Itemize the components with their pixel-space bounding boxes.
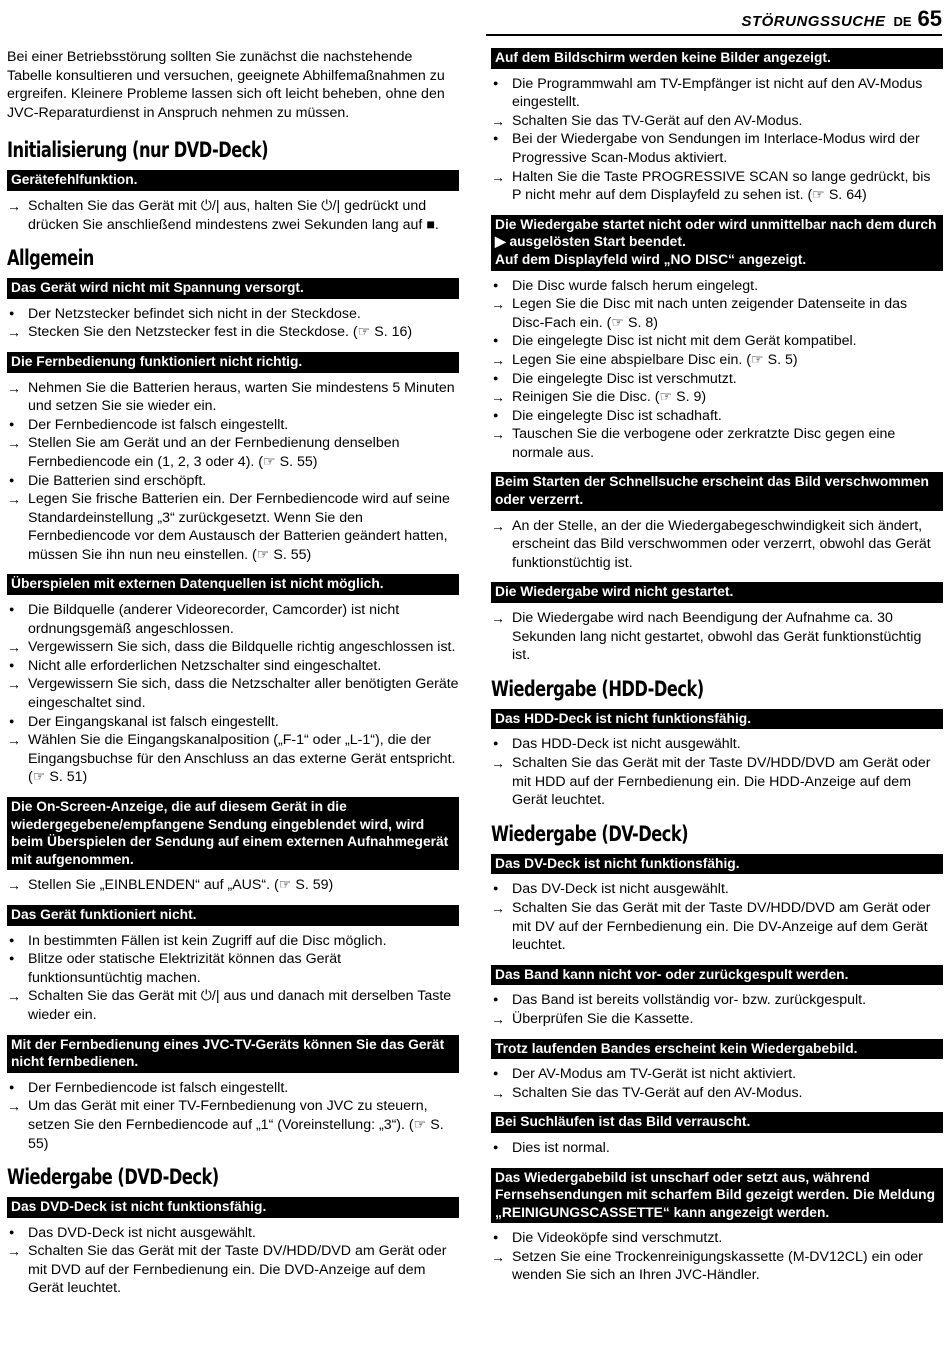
item-text: Schalten Sie das Gerät mit der Taste DV/HDD/DVD am Gerät oder mit HDD auf der Fernbedienung ein. Die HDD-Anzeige auf dem Gerät leuchtet.: [512, 755, 931, 809]
bullet-icon: [491, 1139, 509, 1159]
problem-title-bar: [491, 472, 943, 510]
arrow-right-icon: [7, 323, 25, 343]
problem-title-line: Auf dem Bildschirm werden keine Bilder angezeigt.: [495, 50, 831, 65]
remedy-item: [491, 168, 943, 205]
problem-item-list: [491, 277, 943, 463]
item-text: Schalten Sie das Gerät mit der Taste DV/HDD/DVD am Gerät oder mit DV auf der Fernbedienung ein. Die DV-Anzeige auf dem Gerät leuchtet.: [512, 899, 931, 954]
section-heading: Wiedergabe (HDD-Deck): [491, 676, 704, 701]
item-text: Legen Sie die Disc mit nach unten zeigender Datenseite in das Disc-Fach ein. (☞ S. 8): [512, 296, 908, 331]
arrow-right-icon: [7, 731, 25, 751]
problem-title-bar: [491, 1112, 943, 1133]
problem-title-bar: [491, 48, 943, 69]
bullet-icon: [7, 305, 25, 325]
problem-item-list: [491, 1229, 943, 1285]
remedy-item: [7, 323, 459, 342]
arrow-right-icon: [7, 675, 25, 695]
item-text: Das DVD-Deck ist nicht ausgewählt.: [28, 1224, 256, 1241]
problem-item-list: [491, 517, 943, 573]
bullet-icon: [7, 416, 25, 436]
cause-item: [7, 950, 459, 987]
remedy-item: [491, 351, 943, 370]
remedy-item: [491, 1248, 943, 1285]
item-text: Die eingelegte Disc ist schadhaft.: [512, 407, 722, 424]
problem-item-list: [491, 1139, 943, 1158]
problem-title-bar: [7, 1197, 459, 1218]
bullet-icon: [7, 932, 25, 952]
arrow-right-icon: [491, 1248, 509, 1268]
cause-item: [7, 416, 459, 435]
problem-title-line: Das Gerät wird nicht mit Spannung versorgt.: [11, 280, 304, 296]
remedy-item: [7, 197, 459, 234]
item-text: Um das Gerät mit einer TV-Fernbedienung von JVC zu steuern, setzen Sie den Fernbediencode auf „1“ (Voreinstellung: „3“). (☞ S. 55): [28, 1098, 444, 1152]
bullet-icon: [7, 950, 25, 970]
problem-title-line: Gerätefehlfunktion.: [11, 172, 138, 188]
arrow-right-icon: [7, 197, 25, 217]
header-rule: [486, 34, 942, 36]
problem-title-line: Die On-Screen-Anzeige, die auf diesem Gerät in die wiedergegebene/empfangene Sendung eingeblendet wird, wird beim Überspielen der Sendung auf einem externen Aufnahmegerät mit aufgenommen.: [11, 799, 449, 867]
problem-title-line: Mit der Fernbedienung eines JVC-TV-Geräts können Sie das Gerät nicht fernbedienen.: [11, 1036, 445, 1070]
arrow-right-icon: [491, 517, 509, 537]
item-text: Schalten Sie das TV-Gerät auf den AV-Modus.: [512, 1084, 803, 1101]
cause-item: [491, 1229, 943, 1248]
remedy-item: [491, 517, 943, 573]
item-text: Vergewissern Sie sich, dass die Bildquelle richtig angeschlossen ist.: [28, 639, 456, 656]
item-text: Halten Sie die Taste PROGRESSIVE SCAN so lange gedrückt, bis P nicht mehr auf dem Displayfeld zu sehen ist. (☞ S. 64): [512, 168, 931, 204]
problem-item-list: [491, 991, 943, 1028]
item-text: Legen Sie frische Batterien ein. Der Fernbediencode wird auf seine Standardeinstellung „3“ zurückgesetzt. Wenn Sie den Fernbediencode vor dem Austausch der Batterien geändert hatten, müssen Sie ihn nun neu einstellen. (☞ S. 55): [28, 491, 450, 563]
item-text: Die Batterien sind erschöpft.: [28, 472, 207, 489]
section-heading: Wiedergabe (DV-Deck): [491, 821, 689, 846]
problem-item-list: [7, 876, 459, 895]
arrow-right-icon: [7, 876, 25, 896]
item-text: Stecken Sie den Netzstecker fest in die Steckdose. (☞ S. 16): [28, 324, 413, 341]
problem-title-line: Das Band kann nicht vor- oder zurückgespult werden.: [495, 966, 849, 982]
item-text: Das HDD-Deck ist nicht ausgewählt.: [512, 736, 741, 753]
cause-item: [491, 735, 943, 754]
bullet-icon: [491, 130, 509, 150]
cause-item: [7, 601, 459, 638]
problem-item-list: [7, 1224, 459, 1298]
problem-title-line: Die Fernbedienung funktioniert nicht richtig.: [11, 353, 303, 369]
arrow-right-icon: [7, 987, 25, 1007]
item-text: Der Fernbediencode ist falsch eingestellt.: [28, 1079, 289, 1096]
remedy-item: [7, 1242, 459, 1298]
problem-item-list: [7, 601, 459, 787]
problem-item-list: [7, 305, 459, 342]
item-text: Setzen Sie eine Trockenreinigungskassette (M-DV12CL) ein oder wenden Sie sich an Ihren JVC-Händler.: [512, 1248, 923, 1284]
bullet-icon: [491, 75, 509, 95]
cause-item: [491, 1065, 943, 1084]
bullet-icon: [491, 1229, 509, 1249]
problem-item-list: [7, 1079, 459, 1153]
problem-title-line: Auf dem Displayfeld wird „NO DISC“ angezeigt.: [495, 251, 807, 267]
arrow-right-icon: [491, 425, 509, 445]
problem-title-line: Trotz laufenden Bandes erscheint kein Wiedergabebild.: [495, 1040, 858, 1056]
problem-title-bar: [7, 574, 459, 595]
left-column: [7, 48, 459, 1308]
item-text: In bestimmten Fällen ist kein Zugriff auf die Disc möglich.: [28, 932, 387, 949]
item-text: Schalten Sie das Gerät mit der Taste DV/HDD/DVD am Gerät oder mit DVD auf der Fernbedienung ein. Die DVD-Anzeige auf dem Gerät leuchtet.: [28, 1243, 447, 1297]
problem-title-bar: [491, 215, 943, 271]
arrow-right-icon: [491, 1084, 509, 1104]
language-code: DE: [893, 14, 912, 29]
problem-item-list: [491, 880, 943, 954]
item-text: Der Eingangskanal ist falsch eingestellt.: [28, 713, 279, 730]
arrow-right-icon: [491, 388, 509, 408]
problem-item-list: [491, 1065, 943, 1102]
arrow-right-icon: [491, 1010, 509, 1030]
remedy-item: [7, 490, 459, 564]
bullet-icon: [491, 370, 509, 390]
cause-item: [7, 1224, 459, 1243]
problem-title-bar: [491, 1168, 943, 1224]
item-text: Überprüfen Sie die Kassette.: [512, 1010, 694, 1027]
cause-item: [491, 991, 943, 1010]
arrow-right-icon: [491, 754, 509, 774]
bullet-icon: [491, 991, 509, 1011]
problem-title-line: Beim Starten der Schnellsuche erscheint das Bild verschwommen oder verzerrt.: [495, 474, 929, 508]
problem-title-line: Das Wiedergabebild ist unscharf oder setzt aus, während Fernsehsendungen mit scharfem Bild gezeigt werden. Die Meldung „REINIGUNGSCASSETTE“ kann angezeigt werden.: [495, 1169, 936, 1220]
section-heading: Wiedergabe (DVD-Deck): [7, 1165, 219, 1190]
problem-item-list: [7, 932, 459, 1025]
bullet-icon: [491, 277, 509, 297]
arrow-right-icon: [7, 379, 25, 399]
bullet-icon: [491, 1065, 509, 1085]
item-text: Das DV-Deck ist nicht ausgewählt.: [512, 881, 729, 898]
remedy-item: [491, 295, 943, 332]
item-text: Bei der Wiedergabe von Sendungen im Interlace-Modus wird der Progressive Scan-Modus aktiviert.: [512, 131, 920, 166]
remedy-item: [491, 754, 943, 810]
section-heading: Allgemein: [7, 246, 94, 271]
problem-item-list: [7, 197, 459, 234]
problem-title-line: Das DV-Deck ist nicht funktionsfähig.: [495, 855, 740, 871]
arrow-right-icon: [7, 1242, 25, 1262]
problem-title-bar: [491, 965, 943, 986]
remedy-item: [491, 899, 943, 955]
remedy-item: [491, 388, 943, 407]
arrow-right-icon: [7, 434, 25, 454]
item-text: Die Disc wurde falsch herum eingelegt.: [512, 277, 759, 294]
cause-item: [7, 713, 459, 732]
remedy-item: [491, 112, 943, 131]
bullet-icon: [491, 735, 509, 755]
problem-title-line: Das HDD-Deck ist nicht funktionsfähig.: [495, 710, 752, 726]
arrow-right-icon: [7, 638, 25, 658]
problem-item-list: [7, 379, 459, 565]
item-text: Wählen Sie die Eingangskanalposition („F-1“ oder „L-1“), die der Eingangsbuchse für den Anschluss an das externe Gerät entspricht. (☞ S. 51): [28, 732, 456, 786]
problem-title-bar: [7, 905, 459, 926]
bullet-icon: [491, 407, 509, 427]
cause-item: [7, 1079, 459, 1098]
cause-item: [491, 277, 943, 296]
cause-item: [491, 130, 943, 167]
item-text: Schalten Sie das Gerät mit ⏻/| aus und danach mit derselben Taste wieder ein.: [28, 988, 452, 1023]
problem-title-line: Die Wiedergabe wird nicht gestartet.: [495, 584, 734, 600]
item-text: Tauschen Sie die verbogene oder zerkratzte Disc gegen eine normale aus.: [512, 426, 896, 461]
cause-item: [7, 472, 459, 491]
arrow-right-icon: [7, 1097, 25, 1117]
problem-item-list: [491, 75, 943, 205]
item-text: Der Netzstecker befindet sich nicht in der Steckdose.: [28, 305, 361, 322]
item-text: Reinigen Sie die Disc. (☞ S. 9): [512, 389, 707, 406]
intro-paragraph: Bei einer Betriebsstörung sollten Sie zunächst die nachstehende Tabelle konsultieren und versuchen, geeignete Abhilfemaßnahmen zu ergreifen. Kleinere Probleme lassen sich oft leicht beheben, ohne den JVC-Reparaturdienst in Anspruch nehmen zu müssen.: [7, 49, 445, 121]
remedy-item: [7, 1097, 459, 1153]
item-text: Dies ist normal.: [512, 1139, 610, 1156]
arrow-right-icon: [491, 168, 509, 188]
cause-item: [491, 407, 943, 426]
problem-title-bar: [491, 582, 943, 603]
arrow-right-icon: [491, 295, 509, 315]
remedy-item: [491, 1010, 943, 1029]
cause-item: [7, 657, 459, 676]
arrow-right-icon: [491, 112, 509, 132]
bullet-icon: [491, 332, 509, 352]
item-text: Schalten Sie das Gerät mit ⏻/| aus, halten Sie ⏻/| gedrückt und drücken Sie anschließend mindestens zwei Sekunden lang auf ■.: [28, 197, 439, 233]
remedy-item: [7, 434, 459, 471]
cause-item: [491, 75, 943, 112]
section-heading: Initialisierung (nur DVD-Deck): [7, 138, 269, 163]
cause-item: [491, 880, 943, 899]
remedy-item: [7, 638, 459, 657]
item-text: Die eingelegte Disc ist verschmutzt.: [512, 370, 737, 387]
problem-item-list: [491, 609, 943, 665]
remedy-item: [7, 675, 459, 712]
item-text: Die Bildquelle (anderer Videorecorder, Camcorder) ist nicht ordnungsgemäß angeschlossen.: [28, 602, 400, 637]
bullet-icon: [7, 601, 25, 621]
remedy-item: [7, 731, 459, 787]
problem-title-line: Bei Suchläufen ist das Bild verrauscht.: [495, 1114, 751, 1130]
remedy-item: [7, 379, 459, 416]
arrow-right-icon: [491, 351, 509, 371]
problem-title-bar: [491, 1039, 943, 1060]
item-text: Nicht alle erforderlichen Netzschalter sind eingeschaltet.: [28, 657, 382, 674]
right-column: [491, 48, 943, 1295]
item-text: Legen Sie eine abspielbare Disc ein. (☞ S. 5): [512, 351, 798, 368]
bullet-icon: [7, 1224, 25, 1244]
item-text: Nehmen Sie die Batterien heraus, warten Sie mindestens 5 Minuten und setzen Sie sie wieder ein.: [28, 379, 455, 415]
remedy-item: [7, 987, 459, 1024]
item-text: An der Stelle, an der die Wiedergabegeschwindigkeit sich ändert, erscheint das Bild verschwommen oder verzerrt, obwohl das Gerät funktionstüchtig ist.: [512, 517, 931, 571]
item-text: Stellen Sie am Gerät und an der Fernbedienung denselben Fernbediencode ein (1, 2, 3 oder 4). (☞ S. 55): [28, 435, 400, 470]
remedy-item: [491, 609, 943, 665]
item-text: Schalten Sie das TV-Gerät auf den AV-Modus.: [512, 112, 803, 129]
item-text: Die Wiedergabe wird nach Beendigung der Aufnahme ca. 30 Sekunden lang nicht gestartet, obwohl das Gerät funktionstüchtig ist.: [512, 610, 922, 664]
item-text: Die Programmwahl am TV-Empfänger ist nicht auf den AV-Modus eingestellt.: [512, 75, 923, 111]
page-number: 65: [917, 6, 942, 31]
item-text: Blitze oder statische Elektrizität können das Gerät funktionsuntüchtig machen.: [28, 951, 342, 986]
bullet-icon: [7, 713, 25, 733]
problem-title-bar: [7, 797, 459, 870]
problem-title-bar: [7, 278, 459, 299]
cause-item: [491, 332, 943, 351]
item-text: Stellen Sie „EINBLENDEN“ auf „AUS“. (☞ S. 59): [28, 877, 334, 894]
arrow-right-icon: [491, 609, 509, 629]
bullet-icon: [7, 657, 25, 677]
problem-title-bar: [7, 1035, 459, 1073]
problem-title-bar: [7, 352, 459, 373]
bullet-icon: [7, 472, 25, 492]
bullet-icon: [7, 1079, 25, 1099]
problem-item-list: [491, 735, 943, 809]
cause-item: [491, 370, 943, 389]
item-text: Die eingelegte Disc ist nicht mit dem Gerät kompatibel.: [512, 333, 857, 350]
cause-item: [7, 932, 459, 951]
problem-title-bar: [491, 709, 943, 730]
bullet-icon: [491, 880, 509, 900]
item-text: Das Band ist bereits vollständig vor- bzw. zurückgespult.: [512, 992, 867, 1009]
problem-title-bar: [491, 854, 943, 875]
remedy-item: [7, 876, 459, 895]
remedy-item: [491, 425, 943, 462]
item-text: Die Videoköpfe sind verschmutzt.: [512, 1230, 723, 1247]
item-text: Der AV-Modus am TV-Gerät ist nicht aktiviert.: [512, 1066, 797, 1083]
problem-title-line: Die Wiedergabe startet nicht oder wird unmittelbar nach dem durch ▶ ausgelösten Start beendet.: [495, 216, 937, 250]
problem-title-line: Überspielen mit externen Datenquellen ist nicht möglich.: [11, 576, 384, 592]
problem-title-bar: [7, 170, 459, 191]
item-text: Vergewissern Sie sich, dass die Netzschalter aller benötigten Geräte eingeschaltet sind.: [28, 676, 459, 712]
arrow-right-icon: [491, 899, 509, 919]
cause-item: [7, 305, 459, 324]
page-header: [741, 6, 942, 36]
section-title: STÖRUNGSSUCHE: [741, 13, 886, 30]
problem-title-line: Das Gerät funktioniert nicht.: [11, 906, 197, 922]
cause-item: [491, 1139, 943, 1158]
problem-title-line: Das DVD-Deck ist nicht funktionsfähig.: [11, 1199, 267, 1215]
arrow-right-icon: [7, 490, 25, 510]
remedy-item: [491, 1084, 943, 1103]
item-text: Der Fernbediencode ist falsch eingestellt.: [28, 416, 289, 433]
